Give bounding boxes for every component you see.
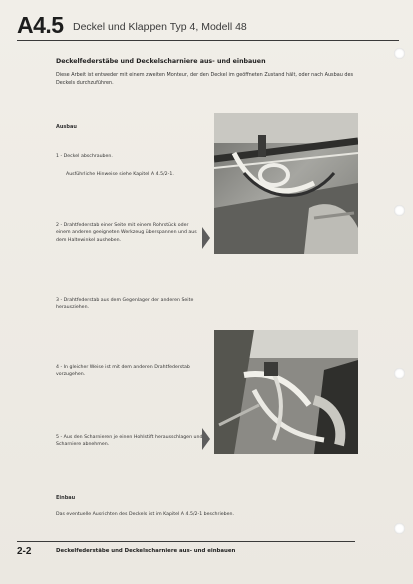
punch-hole (394, 205, 405, 216)
pointer-arrow (202, 227, 210, 249)
chapter-title: Deckel und Klappen Typ 4, Modell 48 (73, 21, 247, 33)
page-header (17, 12, 399, 41)
footer-rule (17, 541, 355, 542)
photo-hinge-removal (214, 330, 358, 454)
step-4: 4 - In gleicher Weise ist mit dem anderen Drahtfederstab vorzugehen. (56, 365, 190, 378)
einbau-text: Das eventuelle Ausrichten des Deckels ist im Kapitel A 4.5/2-1 beschrieben. (56, 512, 234, 517)
ausbau-heading: Ausbau (56, 124, 77, 130)
step-1-note: Ausführliche Hinweise siehe Kapitel A 4.5/2-1. (66, 172, 174, 177)
pointer-arrow (202, 428, 210, 450)
section-intro: Diese Arbeit ist entweder mit einem zweiten Monteur, der den Deckel im geöffneten Zustand hält, oder nach Ausbau des Deckels durchzuführen. (56, 72, 354, 86)
step-5: 5 - Aus den Scharnieren je einen Hohlstift herausschlagen und Scharniere abnehmen. (56, 435, 203, 448)
punch-hole (394, 48, 405, 59)
step-2: 2 - Drahtfederstab einer Seite mit einem Rohrstück oder einem anderen geeigneten Werkzeug überspannen und aus dem Haltewinkel ausheben. (56, 223, 197, 243)
page-number: 2-2 (17, 546, 32, 557)
einbau-heading: Einbau (56, 495, 76, 501)
punch-hole (394, 523, 405, 534)
step-3: 3 - Drahtfederstab aus dem Gegenlager der anderen Seite herausziehen. (56, 298, 194, 311)
footer-title: Deckelfederstäbe und Deckelscharniere aus- und einbauen (56, 548, 236, 554)
section-title: Deckelfederstäbe und Deckelscharniere aus- und einbauen (56, 58, 266, 65)
photo-hinge-spring (214, 113, 358, 254)
chapter-code: A4.5 (17, 12, 64, 38)
step-1: 1 - Deckel abschrauben. (56, 154, 113, 159)
punch-hole (394, 368, 405, 379)
